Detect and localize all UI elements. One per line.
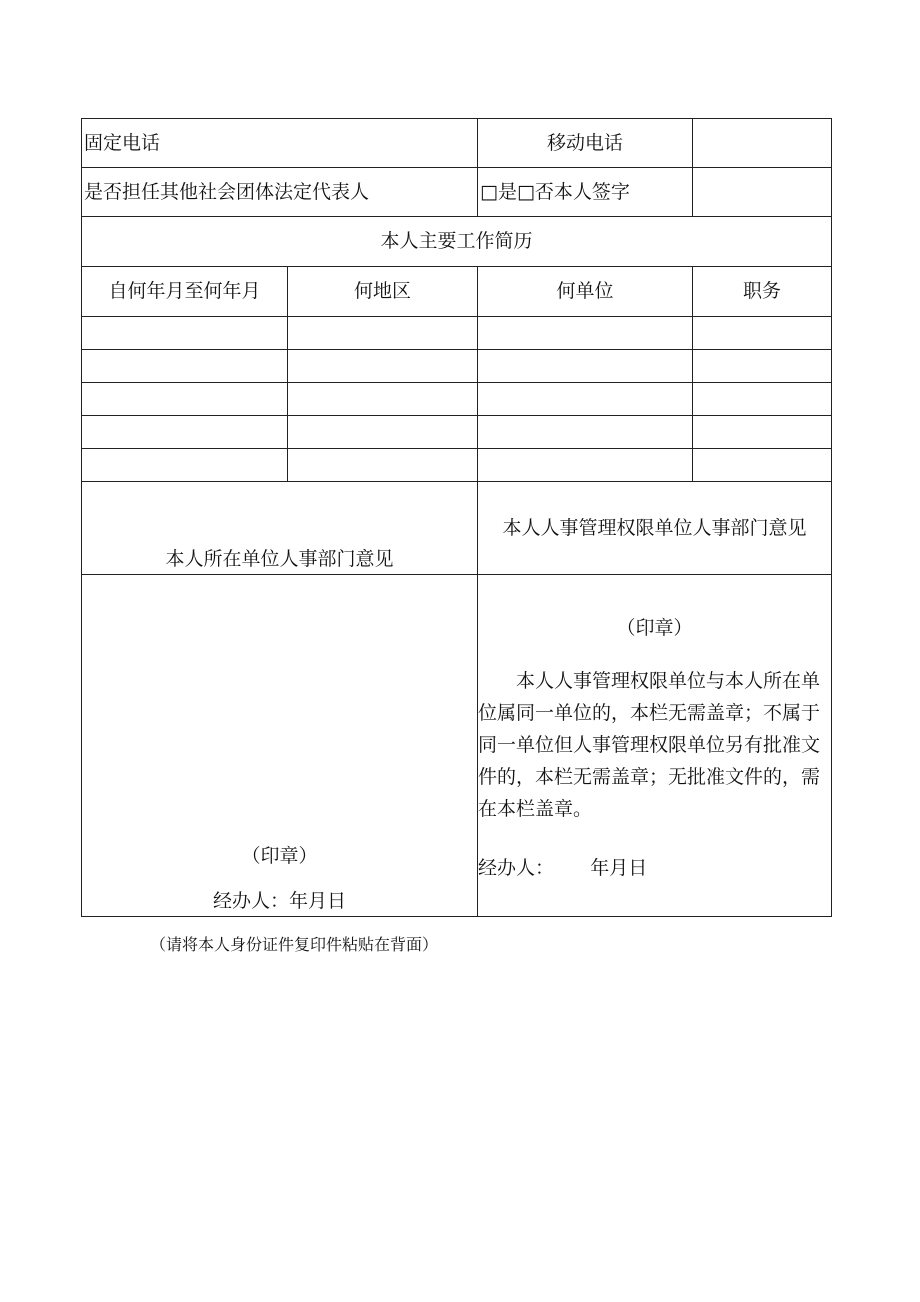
fixed-phone-label: 固定电话 bbox=[82, 119, 478, 168]
table-cell[interactable] bbox=[288, 350, 478, 383]
application-form-table bbox=[81, 118, 832, 917]
table-cell[interactable] bbox=[693, 416, 832, 449]
work-history-header-row bbox=[82, 267, 832, 317]
table-cell[interactable] bbox=[478, 350, 693, 383]
table-cell[interactable] bbox=[478, 416, 693, 449]
legal-rep-row bbox=[82, 168, 832, 217]
unit-hr-opinion-label: 本人所在单位人事部门意见 bbox=[82, 482, 478, 575]
table-cell[interactable] bbox=[82, 317, 288, 350]
table-cell[interactable] bbox=[693, 449, 832, 482]
table-cell[interactable] bbox=[478, 317, 693, 350]
legal-rep-question: 是否担任其他社会团体法定代表人 bbox=[82, 168, 478, 217]
authority-hr-opinion-label: 本人人事管理权限单位人事部门意见 bbox=[478, 482, 832, 575]
table-cell[interactable] bbox=[288, 416, 478, 449]
work-history-title-row bbox=[82, 217, 832, 267]
mobile-phone-label: 移动电话 bbox=[478, 119, 693, 168]
table-cell[interactable] bbox=[288, 317, 478, 350]
authority-note: 本人人事管理权限单位与本人所在单位属同一单位的，本栏无需盖章；不属于同一单位但人事管理权限单位另有批准文件的，本栏无需盖章；无批准文件的，需在本栏盖章。 bbox=[478, 670, 821, 821]
table-cell[interactable] bbox=[288, 383, 478, 416]
unit-hr-opinion-box[interactable] bbox=[82, 575, 478, 917]
table-cell[interactable] bbox=[693, 350, 832, 383]
table-cell[interactable] bbox=[82, 383, 288, 416]
table-row bbox=[82, 350, 832, 383]
column-header-employer: 何单位 bbox=[478, 267, 693, 317]
table-cell[interactable] bbox=[478, 383, 693, 416]
column-header-period: 自何年月至何年月 bbox=[82, 267, 288, 317]
opinion-body-row bbox=[82, 575, 832, 917]
column-header-region: 何地区 bbox=[288, 267, 478, 317]
authority-hr-opinion-box[interactable] bbox=[478, 575, 832, 917]
right-signer-line: 经办人： 年月日 bbox=[478, 857, 648, 880]
signature-field[interactable] bbox=[693, 168, 832, 217]
phone-row bbox=[82, 119, 832, 168]
table-cell[interactable] bbox=[478, 449, 693, 482]
table-cell[interactable] bbox=[82, 350, 288, 383]
table-row bbox=[82, 416, 832, 449]
table-row bbox=[82, 449, 832, 482]
table-cell[interactable] bbox=[693, 383, 832, 416]
right-seal-label: （印章） bbox=[616, 617, 693, 639]
table-cell[interactable] bbox=[82, 449, 288, 482]
left-seal-label: （印章） bbox=[241, 845, 318, 868]
opinion-header-row bbox=[82, 482, 832, 575]
table-cell[interactable] bbox=[82, 416, 288, 449]
column-header-position: 职务 bbox=[693, 267, 832, 317]
work-history-title: 本人主要工作简历 bbox=[82, 217, 832, 267]
mobile-phone-field[interactable] bbox=[693, 119, 832, 168]
table-cell[interactable] bbox=[693, 317, 832, 350]
table-cell[interactable] bbox=[288, 449, 478, 482]
legal-rep-options[interactable]: □是□否本人签字 bbox=[478, 168, 693, 217]
footnote: （请将本人身份证件复印件粘贴在背面） bbox=[150, 935, 439, 954]
table-row bbox=[82, 317, 832, 350]
table-row bbox=[82, 383, 832, 416]
left-signer-line: 经办人：年月日 bbox=[213, 889, 347, 912]
